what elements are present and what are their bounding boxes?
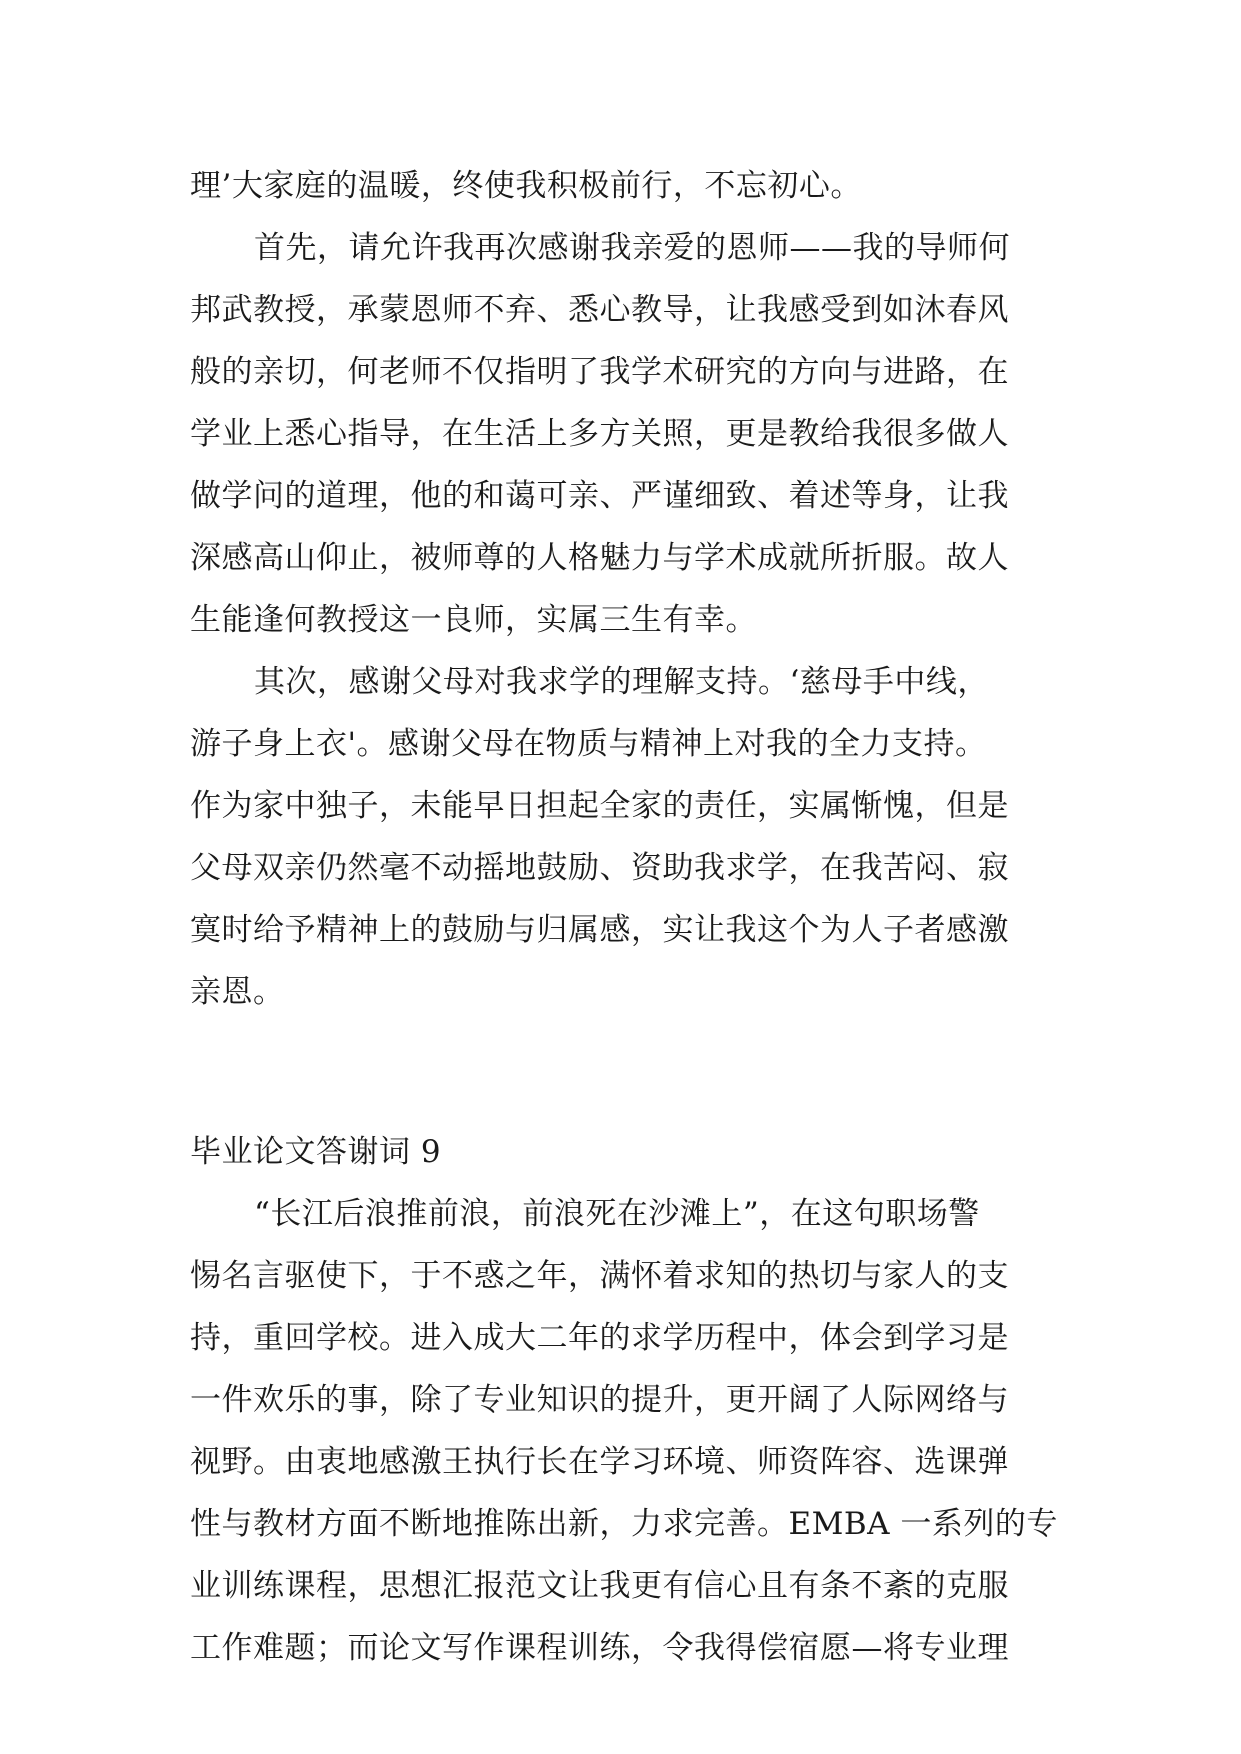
section-b — [190, 1183, 1058, 1679]
paragraph-line: 理’大家庭的温暖，终使我积极前行，不忘初心。 — [190, 168, 862, 204]
paragraph-line: 业训练课程，思想汇报范文让我更有信心且有条不紊的克服 — [190, 1568, 1009, 1604]
paragraph-line: “长江后浪推前浪，前浪死在沙滩上”，在这句职场警 — [254, 1196, 980, 1232]
paragraph-line: 首先，请允许我再次感谢我亲爱的恩师——我的导师何 — [254, 230, 1010, 266]
section-heading: 毕业论文答谢词 9 — [190, 1134, 442, 1170]
paragraph-line: 学业上悉心指导，在生活上多方关照，更是教给我很多做人 — [190, 416, 1009, 452]
paragraph-line: 一件欢乐的事，除了专业知识的提升，更开阔了人际网络与 — [190, 1382, 1009, 1418]
paragraph-line: 工作难题；而论文写作课程训练，令我得偿宿愿—将专业理 — [190, 1630, 1009, 1666]
paragraph-line: 父母双亲仍然毫不动摇地鼓励、资助我求学，在我苦闷、寂 — [190, 850, 1009, 886]
section-a — [190, 155, 1052, 1023]
paragraph-line: 生能逢何教授这一良师，实属三生有幸。 — [190, 602, 757, 638]
paragraph-line: 深感高山仰止，被师尊的人格魅力与学术成就所折服。故人 — [190, 540, 1009, 576]
paragraph-line: 作为家中独子，未能早日担起全家的责任，实属惭愧，但是 — [190, 788, 1009, 824]
paragraph-line: 做学问的道理，他的和蔼可亲、严谨细致、着述等身，让我 — [190, 478, 1009, 514]
section-spacer — [190, 1023, 1052, 1121]
document-page — [190, 155, 1058, 1679]
paragraph-line: 视野。由衷地感激王执行长在学习环境、师资阵容、选课弹 — [190, 1444, 1009, 1480]
paragraph-line: 亲恩。 — [190, 974, 285, 1010]
paragraph-line: 般的亲切，何老师不仅指明了我学术研究的方向与进路，在 — [190, 354, 1009, 390]
paragraph-line: 游子身上衣'。感谢父母在物质与精神上对我的全力支持。 — [190, 726, 987, 762]
paragraph-line: 惕名言驱使下，于不惑之年，满怀着求知的热切与家人的支 — [190, 1258, 1009, 1294]
paragraph-line: 持，重回学校。进入成大二年的求学历程中，体会到学习是 — [190, 1320, 1009, 1356]
paragraph-line: 寞时给予精神上的鼓励与归属感，实让我这个为人子者感激 — [190, 912, 1009, 948]
paragraph-line: 邦武教授，承蒙恩师不弃、悉心教导，让我感受到如沐春风 — [190, 292, 1009, 328]
paragraph-line: 性与教材方面不断地推陈出新，力求完善。EMBA 一系列的专 — [190, 1506, 1058, 1542]
paragraph-line: 其次，感谢父母对我求学的理解支持。‘慈母手中线， — [254, 664, 989, 700]
